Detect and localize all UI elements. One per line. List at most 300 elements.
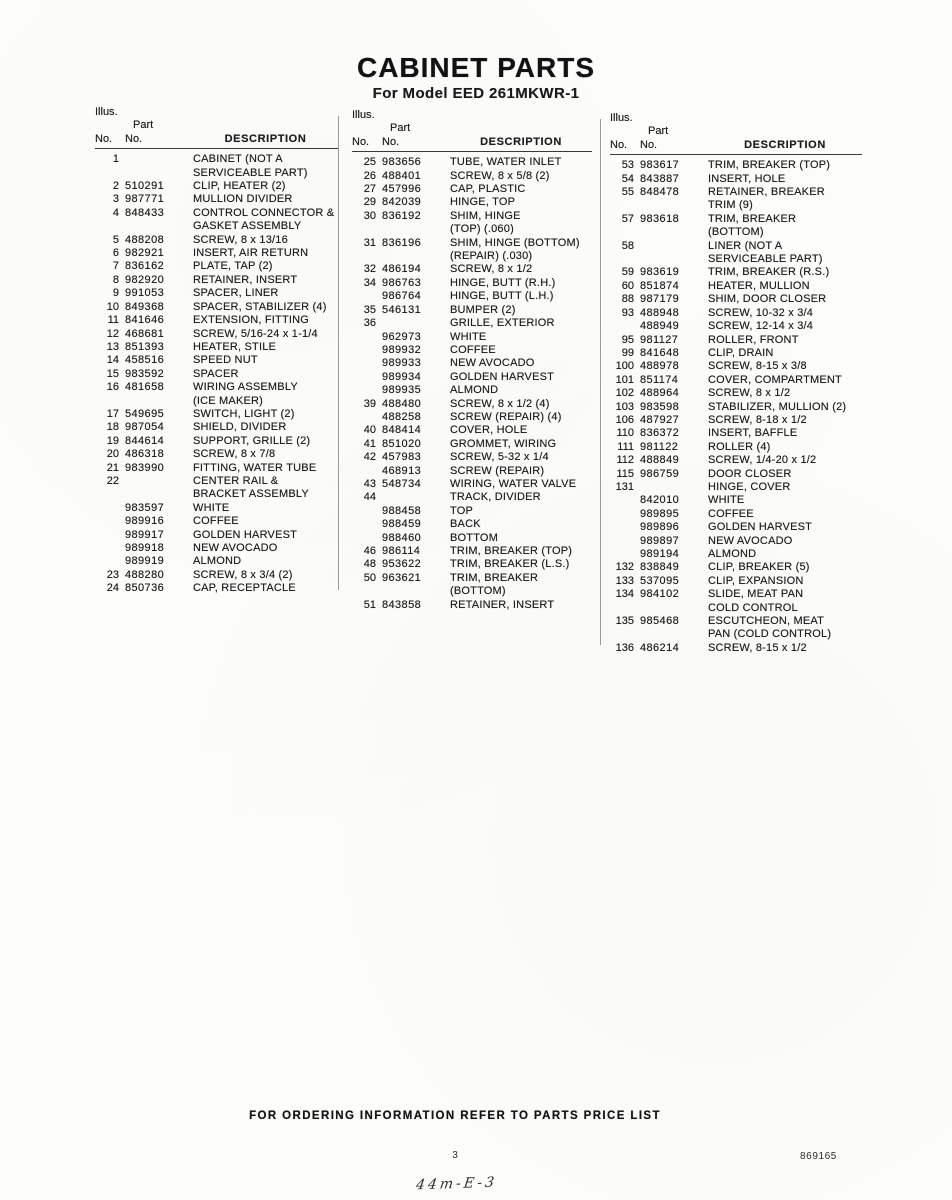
description-cell: GROMMET, WIRING [450, 437, 557, 450]
part-no-cell: 989933 [382, 357, 422, 370]
header-illus-label: Illus. [352, 109, 375, 121]
document-number: 869165 [800, 1151, 837, 1162]
header-no-label: No. [640, 138, 658, 151]
description-cell: CONTROL CONNECTOR & [193, 206, 335, 219]
illus-no-cell: 27 [363, 183, 376, 196]
illus-no-cell [610, 494, 634, 507]
table-row [610, 628, 862, 641]
description-cell: MULLION DIVIDER [193, 193, 293, 206]
header-no-label: No. [125, 132, 143, 145]
table-row [95, 153, 338, 166]
parts-column-2 [352, 109, 592, 612]
illus-no-cell: 95 [621, 333, 634, 346]
table-row [95, 354, 338, 367]
part-no-cell: 989935 [382, 384, 422, 397]
description-cell: SHIM, DOOR CLOSER [708, 293, 827, 306]
part-no-cell [382, 491, 444, 504]
part-no-cell: 989194 [640, 548, 680, 560]
part-no-cell: 844614 [125, 434, 165, 447]
table-row [352, 371, 592, 384]
illus-no-cell [610, 602, 634, 615]
part-no-cell: 983598 [640, 400, 680, 413]
description-cell: ROLLER, FRONT [708, 333, 799, 346]
description-cell: CAP, PLASTIC [450, 183, 526, 196]
table-row [95, 234, 338, 247]
part-no-cell: 848433 [125, 206, 165, 219]
table-row [610, 454, 862, 467]
header-no-label: No. [610, 138, 628, 151]
table-row [352, 599, 592, 612]
table-row [352, 384, 592, 397]
table-row [95, 328, 338, 341]
part-no-cell: 836372 [640, 427, 680, 440]
part-no-cell: 851393 [125, 340, 165, 353]
parts-rows [95, 153, 338, 595]
description-cell: NEW AVOCADO [450, 357, 535, 370]
description-cell: TRACK, DIVIDER [450, 491, 541, 504]
description-cell: (BOTTOM) [450, 585, 506, 598]
description-cell: (BOTTOM) [708, 226, 764, 239]
illus-no-cell [352, 223, 376, 236]
illus-no-cell [352, 505, 376, 518]
illus-no-cell: 110 [616, 427, 634, 440]
header-description-label: DESCRIPTION [744, 138, 826, 151]
illus-no-cell: 3 [112, 193, 119, 206]
description-cell: GOLDEN HARVEST [450, 370, 555, 383]
illus-no-cell: 16 [106, 381, 119, 394]
description-cell: ROLLER (4) [708, 440, 771, 453]
illus-no-cell: 131 [615, 480, 634, 493]
description-cell: (ICE MAKER) [193, 394, 264, 407]
illus-no-cell: 57 [621, 212, 634, 225]
description-cell: TRIM, BREAKER [708, 212, 797, 225]
description-cell: SCREW, 5-32 x 1/4 [450, 451, 549, 464]
part-no-cell: 851174 [640, 373, 679, 386]
description-cell: WHITE [193, 501, 230, 514]
illus-no-cell [95, 529, 119, 542]
description-cell: ALMOND [193, 555, 242, 568]
table-row [352, 585, 592, 598]
part-no-cell: 987179 [640, 293, 680, 306]
illus-no-cell: 134 [615, 588, 634, 601]
description-cell: TRIM, BREAKER (TOP) [450, 545, 573, 557]
part-no-cell: 981122 [640, 440, 679, 453]
description-cell: HEATER, MULLION [708, 279, 810, 292]
description-cell: PAN (COLD CONTROL) [708, 628, 832, 641]
description-cell: (REPAIR) (.030) [450, 250, 533, 263]
table-row [95, 180, 338, 193]
table-row [610, 320, 862, 333]
document-header [0, 52, 952, 102]
description-cell: INSERT, HOLE [708, 172, 786, 185]
part-no-cell: 488849 [640, 454, 680, 467]
part-no-cell: 843887 [640, 172, 680, 185]
parts-rows [610, 159, 862, 655]
part-no-cell [125, 220, 187, 233]
part-no-cell: 985468 [640, 615, 680, 628]
part-no-cell: 546131 [382, 303, 422, 316]
description-cell: ALMOND [708, 548, 757, 560]
part-no-cell: 510291 [125, 180, 165, 193]
illus-no-cell: 99 [621, 346, 634, 359]
part-no-cell: 851020 [382, 437, 422, 450]
table-row [610, 427, 862, 440]
illus-no-cell: 1 [112, 153, 119, 166]
description-cell: SCREW, 8-15 x 1/2 [708, 641, 807, 654]
table-row [610, 481, 862, 494]
description-cell: CLIP, BREAKER (5) [708, 561, 810, 574]
illus-no-cell: 93 [621, 306, 634, 319]
description-cell: INSERT, AIR RETURN [193, 247, 309, 260]
part-no-cell: 486214 [640, 641, 680, 654]
part-no-cell: 487927 [640, 413, 680, 426]
description-cell: SERVICEABLE PART) [193, 166, 308, 179]
part-no-cell: 986764 [382, 290, 422, 303]
table-row [352, 331, 592, 344]
description-cell: SCREW, 8 x 1/2 [450, 263, 533, 276]
illus-no-cell: 112 [616, 454, 634, 467]
description-cell: CAP, RECEPTACLE [193, 582, 296, 595]
header-part-label: Part [390, 122, 411, 135]
part-no-cell: 457996 [382, 183, 422, 196]
description-cell: RETAINER, INSERT [193, 273, 298, 286]
description-cell: NEW AVOCADO [193, 542, 278, 554]
parts-rows [352, 156, 592, 612]
part-no-cell [640, 628, 702, 641]
table-row [352, 572, 592, 585]
illus-no-cell [610, 508, 634, 521]
description-cell: SHIELD, DIVIDER [193, 421, 287, 434]
part-no-cell: 486318 [125, 448, 165, 461]
description-cell: HINGE, BUTT (R.H.) [450, 276, 556, 289]
table-row [352, 491, 592, 504]
description-cell: CLIP, HEATER (2) [193, 180, 286, 193]
part-no-cell: 468913 [382, 464, 422, 477]
illus-no-cell: 135 [615, 615, 634, 628]
part-no-cell: 843858 [382, 598, 422, 611]
header-no-label: No. [352, 135, 370, 148]
description-cell: HINGE, TOP [450, 196, 516, 209]
description-cell: SPACER, STABILIZER (4) [193, 300, 327, 313]
description-cell: BACK [450, 518, 481, 531]
table-row [95, 381, 338, 394]
description-cell: COVER, HOLE [450, 424, 528, 437]
description-cell: BRACKET ASSEMBLY [193, 488, 309, 501]
column-divider [600, 119, 601, 645]
part-no-cell: 983656 [382, 156, 422, 169]
description-cell: NEW AVOCADO [708, 534, 793, 547]
table-row [352, 210, 592, 223]
description-cell: TRIM, BREAKER (R.S.) [708, 266, 830, 279]
part-no-cell: 983619 [640, 266, 680, 279]
table-row [610, 186, 862, 199]
illus-no-cell: 106 [615, 413, 634, 426]
table-row [610, 293, 862, 306]
part-no-cell [125, 475, 187, 488]
table-row [95, 167, 338, 180]
part-no-cell: 982920 [125, 273, 165, 286]
header-no-label: No. [382, 135, 400, 148]
part-no-cell: 989897 [640, 534, 680, 547]
illus-no-cell [610, 521, 634, 534]
table-row [95, 395, 338, 408]
part-no-cell [125, 395, 187, 408]
part-no-cell: 548734 [382, 477, 422, 490]
illus-no-cell: 4 [112, 206, 119, 219]
table-row [610, 468, 862, 481]
part-no-cell: 488208 [125, 233, 165, 246]
table-row [95, 448, 338, 461]
illus-no-cell: 55 [621, 186, 634, 199]
illus-no-cell: 58 [621, 239, 634, 252]
part-no-cell: 987054 [125, 421, 165, 434]
description-cell: SCREW, 8-15 x 3/8 [708, 360, 807, 373]
table-row [352, 250, 592, 263]
illus-no-cell [352, 371, 376, 384]
description-cell: RETAINER, INSERT [450, 598, 555, 611]
illus-no-cell [610, 535, 634, 548]
illus-no-cell [352, 465, 376, 478]
table-row [352, 451, 592, 464]
illus-no-cell: 12 [106, 327, 119, 340]
part-no-cell: 458516 [125, 354, 165, 367]
description-cell: WHITE [450, 330, 487, 343]
illus-no-cell: 103 [615, 400, 634, 413]
part-no-cell [382, 317, 444, 330]
handwritten-note: 44m-E-3 [414, 1174, 499, 1194]
table-row [95, 582, 338, 595]
part-no-cell: 981127 [640, 333, 679, 346]
description-cell: LINER (NOT A [708, 239, 783, 252]
table-row [610, 521, 862, 534]
part-no-cell: 983597 [125, 501, 165, 514]
illus-no-cell: 8 [112, 273, 119, 286]
description-cell: SPEED NUT [193, 354, 258, 367]
ordering-note: FOR ORDERING INFORMATION REFER TO PARTS PRICE LIST [249, 1110, 661, 1122]
illus-no-cell: 9 [112, 287, 119, 300]
illus-no-cell: 29 [363, 196, 376, 209]
table-row [95, 475, 338, 488]
illus-no-cell: 10 [106, 300, 119, 313]
illus-no-cell: 19 [106, 434, 119, 447]
description-cell: SCREW, 10-32 x 3/4 [708, 306, 814, 319]
illus-no-cell [352, 290, 376, 303]
part-no-cell: 488258 [382, 410, 422, 423]
header-part-label: Part [133, 119, 154, 132]
description-cell: WHITE [708, 494, 745, 507]
description-cell: COFFEE [708, 507, 754, 520]
table-row [610, 387, 862, 400]
description-cell: CENTER RAIL & [193, 474, 279, 487]
part-no-cell [640, 481, 702, 494]
header-illus-label: Illus. [610, 112, 633, 124]
description-cell: SLIDE, MEAT PAN [708, 588, 804, 601]
part-no-cell: 989917 [125, 528, 165, 541]
description-cell: BOTTOM [450, 531, 499, 544]
table-row [95, 220, 338, 233]
table-row [352, 438, 592, 451]
description-cell: TRIM (9) [708, 199, 753, 212]
description-cell: HINGE, COVER [708, 480, 791, 493]
table-row [352, 170, 592, 183]
description-cell: SCREW, 8-18 x 1/2 [708, 413, 807, 426]
table-row [610, 602, 862, 615]
illus-no-cell: 59 [621, 266, 634, 279]
illus-no-cell [610, 320, 634, 333]
part-no-cell: 486194 [382, 263, 422, 276]
description-cell: (TOP) (.060) [450, 223, 514, 236]
part-no-cell: 457983 [382, 451, 422, 464]
table-row [610, 561, 862, 574]
description-cell: GOLDEN HARVEST [193, 528, 298, 541]
part-no-cell: 848414 [382, 424, 422, 437]
table-row [352, 344, 592, 357]
header-no-label: No. [95, 132, 113, 145]
illus-no-cell: 46 [363, 545, 376, 557]
description-cell: TRIM, BREAKER (L.S.) [450, 558, 570, 571]
part-no-cell: 989934 [382, 370, 422, 383]
illus-no-cell: 136 [615, 641, 634, 654]
table-row [95, 341, 338, 354]
table-row [352, 304, 592, 317]
illus-no-cell: 111 [617, 440, 634, 453]
header-part-label: Part [648, 125, 669, 138]
column-header [610, 112, 862, 155]
table-row [352, 505, 592, 518]
illus-no-cell: 25 [363, 156, 376, 169]
illus-no-cell [352, 585, 376, 598]
table-row [95, 287, 338, 300]
table-row [95, 488, 338, 501]
illus-no-cell: 133 [615, 574, 634, 587]
illus-no-cell [352, 532, 376, 545]
description-cell: SUPPORT, GRILLE (2) [193, 434, 311, 447]
part-no-cell [125, 153, 187, 166]
table-row [95, 274, 338, 287]
part-no-cell: 850736 [125, 582, 165, 595]
column-header [95, 106, 338, 149]
header-description-label: DESCRIPTION [480, 135, 562, 148]
illus-no-cell [610, 253, 634, 266]
illus-no-cell: 6 [112, 247, 119, 260]
illus-no-cell: 88 [621, 293, 634, 306]
table-row [610, 307, 862, 320]
column-divider [338, 116, 339, 590]
table-row [610, 240, 862, 253]
table-row [352, 558, 592, 571]
description-cell: COVER, COMPARTMENT [708, 373, 842, 386]
table-row [610, 414, 862, 427]
part-no-cell: 963621 [382, 571, 422, 584]
description-cell: EXTENSION, FITTING [193, 314, 310, 327]
description-cell: SCREW, 8 x 3/4 (2) [193, 568, 293, 581]
table-row [95, 314, 338, 327]
part-no-cell: 488964 [640, 387, 680, 400]
table-row [352, 290, 592, 303]
part-no-cell: 488401 [382, 169, 422, 182]
description-cell: DOOR CLOSER [708, 467, 792, 480]
header-description-label: DESCRIPTION [224, 132, 307, 145]
description-cell: RETAINER, BREAKER [708, 186, 825, 199]
table-row [352, 411, 592, 424]
part-no-cell: 984102 [640, 588, 680, 601]
part-no-cell: 989916 [125, 515, 165, 528]
description-cell: CLIP, DRAIN [708, 346, 774, 359]
part-no-cell: 481658 [125, 381, 165, 394]
illus-no-cell: 34 [363, 276, 376, 289]
table-row [352, 518, 592, 531]
table-row [352, 223, 592, 236]
illus-no-cell [352, 250, 376, 263]
part-no-cell [382, 223, 444, 236]
part-no-cell: 488948 [640, 306, 680, 319]
illus-no-cell: 20 [106, 448, 119, 461]
illus-no-cell: 7 [112, 260, 119, 273]
table-row [95, 301, 338, 314]
parts-column-3 [610, 112, 862, 655]
table-row [610, 347, 862, 360]
table-row [352, 532, 592, 545]
part-no-cell: 962973 [382, 330, 422, 343]
illus-no-cell: 21 [106, 461, 119, 474]
description-cell: SCREW (REPAIR) (4) [450, 410, 562, 423]
table-row [610, 173, 862, 186]
table-row [352, 357, 592, 370]
illus-no-cell [352, 411, 376, 424]
description-cell: CLIP, EXPANSION [708, 574, 804, 587]
part-no-cell: 982921 [125, 247, 165, 260]
part-no-cell: 983618 [640, 212, 680, 225]
part-no-cell: 488480 [382, 397, 422, 410]
table-row [610, 642, 862, 655]
illus-no-cell: 13 [106, 340, 119, 353]
table-row [352, 156, 592, 169]
part-no-cell [640, 253, 702, 266]
table-row [95, 529, 338, 542]
illus-no-cell [95, 502, 119, 515]
table-row [352, 277, 592, 290]
part-no-cell [382, 250, 444, 263]
illus-no-cell: 35 [363, 303, 376, 316]
description-cell: SCREW (REPAIR) [450, 464, 545, 477]
illus-no-cell: 17 [106, 407, 119, 420]
illus-no-cell: 51 [363, 598, 376, 611]
part-no-cell: 991053 [125, 287, 165, 300]
illus-no-cell: 100 [615, 360, 634, 373]
illus-no-cell: 39 [363, 397, 376, 410]
part-no-cell [640, 199, 702, 212]
description-cell: SCREW, 8 x 5/8 (2) [450, 169, 550, 182]
table-row [610, 615, 862, 628]
part-no-cell: 841646 [125, 314, 165, 327]
description-cell: HEATER, STILE [193, 340, 277, 353]
table-row [610, 253, 862, 266]
description-cell: ESCUTCHEON, MEAT [708, 615, 825, 628]
description-cell: SCREW, 8 x 13/16 [193, 233, 288, 246]
illus-no-cell: 11 [107, 314, 119, 327]
illus-no-cell: 26 [363, 169, 376, 182]
description-cell: GASKET ASSEMBLY [193, 220, 302, 233]
page-subtitle: For Model EED 261MKWR-1 [372, 85, 580, 102]
description-cell: TUBE, WATER INLET [450, 156, 562, 169]
illus-no-cell: 48 [363, 558, 376, 571]
part-no-cell [640, 240, 702, 253]
illus-no-cell [95, 488, 119, 501]
part-no-cell [382, 585, 444, 598]
part-no-cell: 841648 [640, 346, 680, 359]
table-row [352, 398, 592, 411]
part-no-cell: 986759 [640, 467, 680, 480]
